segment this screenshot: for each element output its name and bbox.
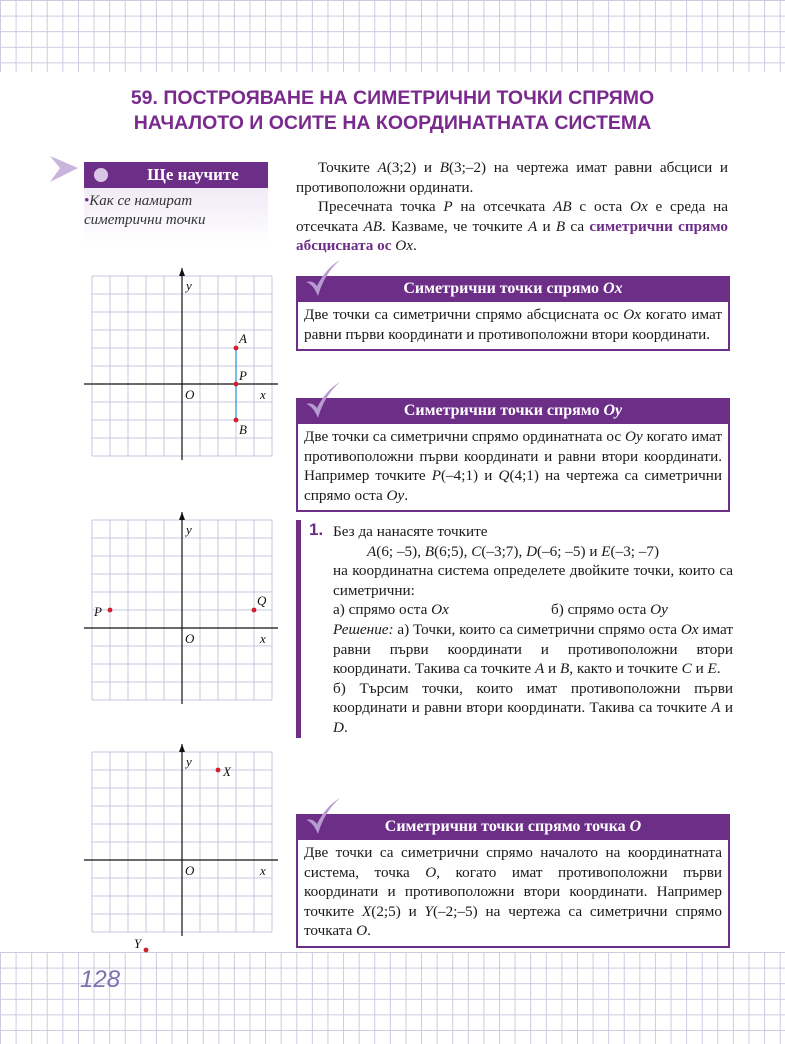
coordinate-graph-origin	[84, 744, 280, 951]
definition-box-oy-title: Симетрични точки спрямо Oy	[403, 402, 623, 419]
checkmark-icon	[304, 380, 342, 422]
definition-box-origin-header	[296, 814, 730, 840]
x-axis-label: x	[260, 863, 266, 878]
point-label-a: A	[239, 331, 247, 346]
x-axis-label: x	[260, 631, 266, 646]
point-p	[108, 608, 113, 613]
exercise-task: на координатна система определете двойките точки, които са симетрични:	[333, 562, 733, 599]
origin-label: O	[185, 387, 195, 402]
exercise-option-b: б) спрямо оста Oy	[551, 601, 668, 618]
point-label-p: P	[239, 368, 247, 383]
definition-box-ox	[296, 276, 730, 351]
checkmark-icon	[304, 258, 342, 300]
point-b	[234, 418, 239, 423]
y-axis-label: y	[186, 522, 192, 537]
exercise-solution-a: Решение: а) Точки, които са симетрични спрямо оста Ox имат равни първи координати и противоположни втори координати. Такива са точките A и B, както и точките C и E.	[333, 621, 733, 677]
intro-paragraph-2: Пресечната точка P на отсечката AB с оста Ox е среда на отсечката AB. Казваме, че точките A и B са симетрични спрямо абсцисната ос Ox.	[296, 198, 729, 254]
learn-item: Как се намират симетрични точки	[84, 193, 206, 228]
y-axis-arrow-icon	[179, 512, 185, 520]
checkmark-icon	[304, 796, 342, 838]
coordinate-graph-ox	[84, 268, 280, 466]
bullet-dot-icon	[94, 168, 108, 182]
point-x	[216, 768, 221, 773]
definition-box-ox-body: Две точки са симетрични спрямо абсцисната ос Ox когато имат равни първи координати и противоположни втори координати.	[296, 302, 730, 351]
exercise-1	[296, 520, 733, 738]
point-label-b: B	[239, 422, 247, 437]
intro-paragraph-1: Точките A(3;2) и B(3;–2) на чертежа имат равни абсциси и противоположни ординати.	[296, 159, 728, 196]
coordinate-graph-oy	[84, 512, 280, 710]
exercise-solution-b: б) Търсим точки, които имат противоположни първи координати и равни втори координати. Такива са точките A и D.	[333, 679, 733, 736]
definition-box-oy-header	[296, 398, 730, 424]
point-label-x: X	[223, 764, 231, 779]
exercise-points: A(6; –5), B(6;5), C(–3;7), D(–6; –5) и E(–3; –7)	[367, 542, 660, 560]
y-axis-label: y	[186, 754, 192, 769]
lesson-title	[0, 86, 785, 136]
x-axis-label: x	[260, 387, 266, 402]
y-axis-arrow-icon	[179, 268, 185, 276]
exercise-option-a: а) спрямо оста Ox	[333, 601, 449, 618]
point-q	[252, 608, 257, 613]
title-line-1: 59. ПОСТРОЯВАНЕ НА СИМЕТРИЧНИ ТОЧКИ СПРЯМО	[130, 87, 655, 109]
definition-box-ox-title: Симетрични точки спрямо Ox	[403, 280, 623, 297]
definition-box-ox-header	[296, 276, 730, 302]
top-grid-decoration	[0, 0, 785, 72]
origin-label: O	[185, 863, 195, 878]
y-axis-label: y	[186, 278, 192, 293]
learn-box-body	[84, 188, 268, 244]
definition-box-origin	[296, 814, 730, 948]
definition-box-oy-body: Две точки са симетрични спрямо ординатната ос Oy когато имат противоположни първи координати и равни втори координати. Например точките P(–4;1) и Q(4;1) на чертежа са симетрични спрямо оста Oy.	[296, 424, 730, 512]
definition-box-origin-title: Симетрични точки спрямо точка O	[384, 818, 642, 835]
intro-text	[296, 158, 728, 256]
learn-bullet: •	[84, 193, 90, 209]
point-label-p: P	[94, 604, 102, 619]
exercise-number: 1.	[309, 520, 324, 539]
origin-label: O	[185, 631, 195, 646]
learn-box-title: Ще научите	[147, 165, 239, 184]
learn-box-header	[84, 162, 268, 188]
point-y	[144, 948, 149, 953]
definition-box-oy	[296, 398, 730, 512]
definition-box-origin-body: Две точки са симетрични спрямо началото на координатната система, точка O, когато имат противоположни първи координати и противоположни втори координати. Например точките X(2;5) и Y(–2;–5) на чертежа са симетрични спрямо точката O.	[296, 840, 730, 948]
point-p	[234, 382, 239, 387]
y-axis-arrow-icon	[179, 744, 185, 752]
point-label-q: Q	[257, 593, 267, 608]
exercise-prompt: Без да нанасяте точките	[333, 523, 488, 540]
point-a	[234, 346, 239, 351]
point-label-y: Y	[134, 936, 142, 951]
title-line-2: НАЧАЛОТО И ОСИТЕ НА КООРДИНАТНАТА СИСТЕМА	[133, 112, 652, 134]
page-number: 128	[80, 966, 121, 993]
